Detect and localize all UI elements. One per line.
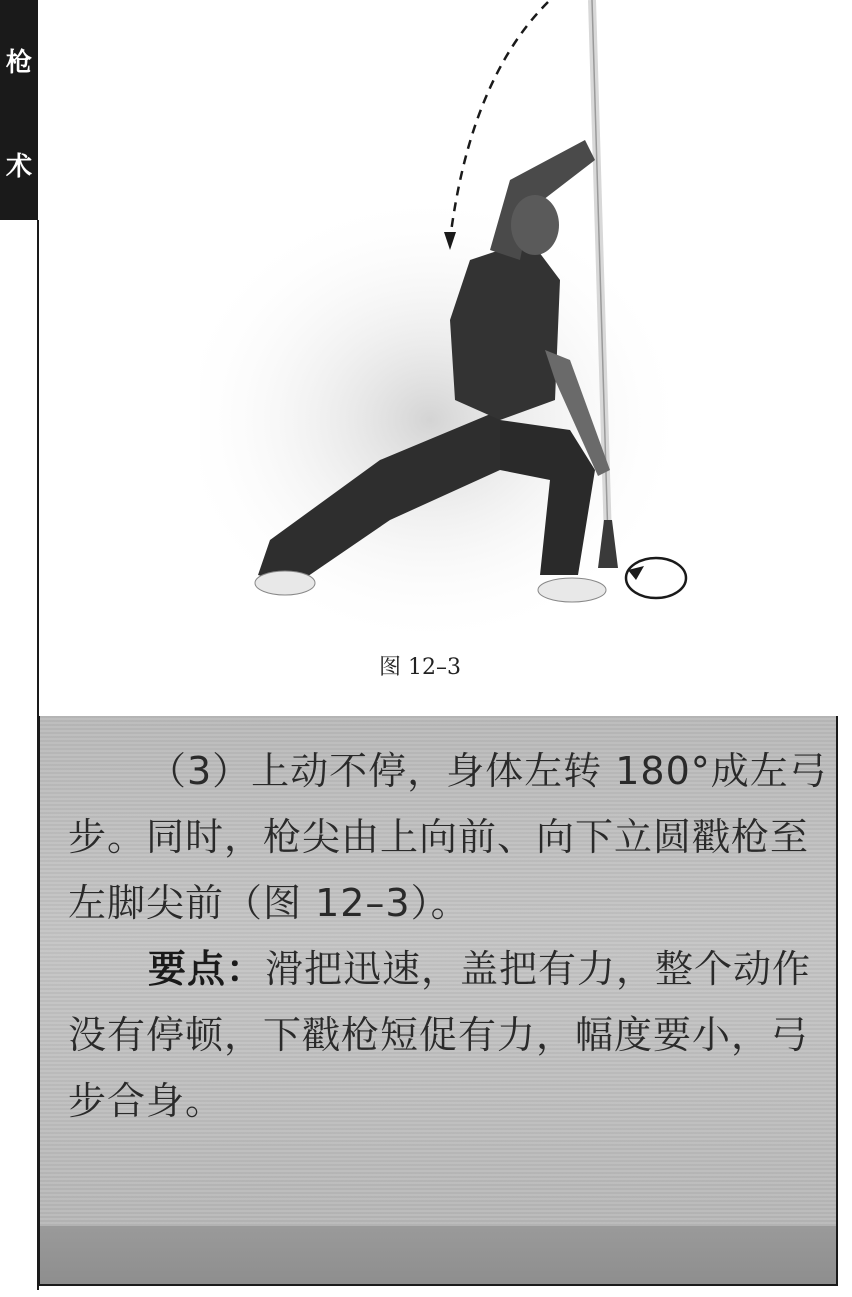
- side-tab-char-2: 术: [5, 152, 32, 182]
- text-box-bottom-band: [40, 1226, 836, 1284]
- figure-back-shoe: [255, 571, 315, 595]
- side-tab-char-1: 枪: [5, 48, 32, 78]
- key-points-body: 滑把迅速，盖把有力，整个动作没有停顿，下戳枪短促有力，幅度要小，弓步合身。: [68, 947, 812, 1123]
- chapter-side-tab: [0, 0, 38, 220]
- figure-head: [511, 195, 559, 255]
- spear-technique-illustration: [200, 0, 760, 640]
- key-points-label: 要点：: [148, 947, 266, 991]
- figure-caption: 图 12–3: [379, 655, 461, 680]
- key-points-paragraph: [68, 936, 828, 1134]
- instruction-text-box: [38, 716, 838, 1286]
- figure-front-shoe: [538, 578, 606, 602]
- instruction-paragraph: （3）上动不停，身体左转 180°成左弓步。同时，枪尖由上向前、向下立圆戳枪至左脚尖前（图 12–3）。: [68, 749, 828, 925]
